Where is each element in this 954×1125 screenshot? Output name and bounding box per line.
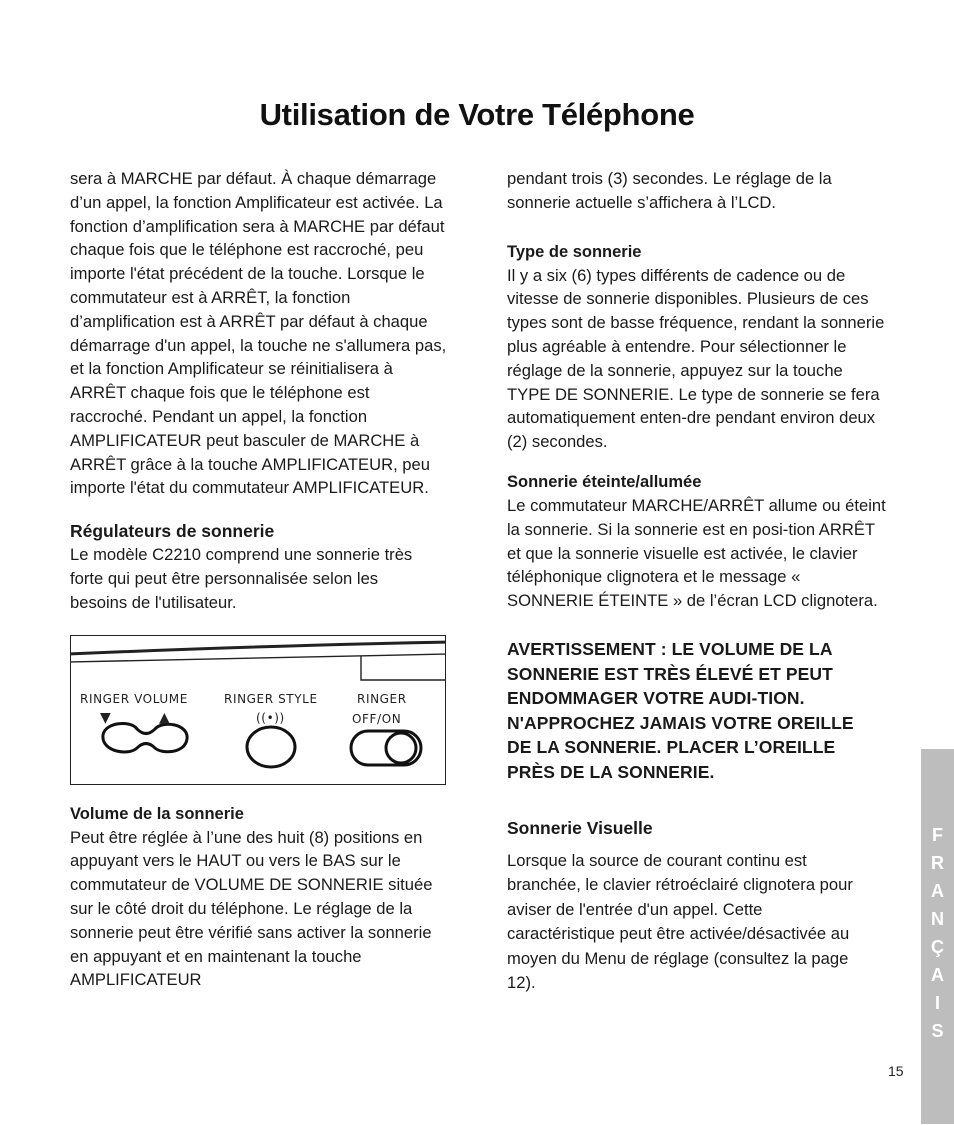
left-intro-paragraph: sera à MARCHE par défaut. À chaque démarrage d’un appel, la fonction Amplificateur est activée. La fonction d’amplification sera à MARCHE par défaut chaque fois que le téléphone est raccroché, peu importe l'état précédent de la touche. Lorsque le commutateur est à ARRÊT, la fonction d’amplification est à ARRÊT par défaut à chaque démarrage d'un appel, la touche ne s'allumera pas, et la fonction Amplificateur se réinitialisera à ARRÊT chaque fois que le téléphone est raccroché. Pendant un appel, la fonction AMPLIFICATEUR peut basculer de MARCHE à ARRÊT grâce à la touche AMPLIFICATEUR, peu importe l'état du commutateur AMPLIFICATEUR. bbox=[70, 169, 447, 498]
visuelle-paragraph: Lorsque la source de courant continu est branchée, le clavier rétroéclairé clignotera pour aviser de l'entrée d'un appel. Cette caractéristique peut être activée/désactivée au moyen du Menu de réglage (consultez la page 12). bbox=[507, 850, 853, 993]
ringer-controls-figure bbox=[70, 635, 446, 785]
warning-text: AVERTISSEMENT : LE VOLUME DE LA SONNERIE EST TRÈS ÉLEVÉ ET PEUT ENDOMMAGER VOTRE AUDI-TION. N'APPROCHEZ JAMAIS VOTRE OREILLE DE LA SONNERIE. PLACER L’OREILLE PRÈS DE LA SONNERIE. bbox=[507, 638, 854, 782]
side-tab-letter: S bbox=[931, 1021, 944, 1041]
visuelle-heading: Sonnerie Visuelle bbox=[507, 817, 653, 838]
side-tab-letter: R bbox=[931, 853, 944, 873]
off-on-label: OFF/ON bbox=[352, 711, 402, 726]
volume-paragraph: Peut être réglée à l’une des huit (8) positions en appuyant vers le HAUT ou vers le BAS sur le commutateur de VOLUME DE SONNERIE située sur le côté droit du téléphone. Le réglage de la sonnerie peut être vérifié sans activer la sonnerie en appuyant et en maintenant la touche AMPLIFICATEUR bbox=[70, 827, 433, 990]
right-column bbox=[507, 167, 889, 996]
regulateurs-heading: Régulateurs de sonnerie bbox=[70, 521, 275, 542]
ringer-label: RINGER bbox=[357, 691, 407, 706]
ringer-style-icon: ((•)) bbox=[256, 710, 285, 725]
side-tab-letter: A bbox=[931, 881, 944, 901]
right-intro-paragraph: pendant trois (3) secondes. Le réglage de la sonnerie actuelle s’affichera à l’LCD. bbox=[507, 169, 832, 212]
side-tab-letter: F bbox=[932, 825, 943, 845]
ringer-style-label: RINGER STYLE bbox=[224, 691, 318, 706]
side-tab-letter: I bbox=[934, 993, 940, 1013]
eteinte-heading: Sonnerie éteinte/allumée bbox=[507, 472, 702, 491]
page-number: 15 bbox=[888, 1063, 904, 1079]
regulateurs-paragraph: Le modèle C2210 comprend une sonnerie très forte qui peut être personnalisée selon les besoins de l'utilisateur. bbox=[70, 545, 413, 612]
ringer-volume-label: RINGER VOLUME bbox=[80, 691, 188, 706]
page-title: Utilisation de Votre Téléphone bbox=[259, 96, 695, 132]
side-tab-letter: N bbox=[931, 909, 944, 929]
volume-up-arrow-icon: ▲ bbox=[159, 709, 171, 726]
type-heading: Type de sonnerie bbox=[507, 242, 642, 261]
side-tab-letter: Ç bbox=[931, 937, 944, 957]
left-column bbox=[70, 167, 448, 992]
language-side-tab bbox=[921, 749, 954, 1124]
eteinte-paragraph: Le commutateur MARCHE/ARRÊT allume ou éteint la sonnerie. Si la sonnerie est en posi-tion ARRÊT et que la sonnerie visuelle est activée, le clavier téléphonique clignotera et le message « SONNERIE ÉTEINTE » de l’écran LCD clignotera. bbox=[507, 495, 886, 611]
volume-down-arrow-icon: ▼ bbox=[100, 709, 112, 726]
side-tab-letter: A bbox=[931, 965, 944, 985]
type-paragraph: Il y a six (6) types différents de cadence ou de vitesse de sonnerie disponibles. Plusieurs de ces types sont de basse fréquence, rendant la sonnerie plus agréable à entendre. Pour sélectionner le réglage de la sonnerie, appuyez sur la touche TYPE DE SONNERIE. Le type de sonnerie se fera automatiquement enten-dre pendant environ deux (2) secondes. bbox=[507, 265, 885, 452]
volume-heading: Volume de la sonnerie bbox=[70, 804, 244, 823]
